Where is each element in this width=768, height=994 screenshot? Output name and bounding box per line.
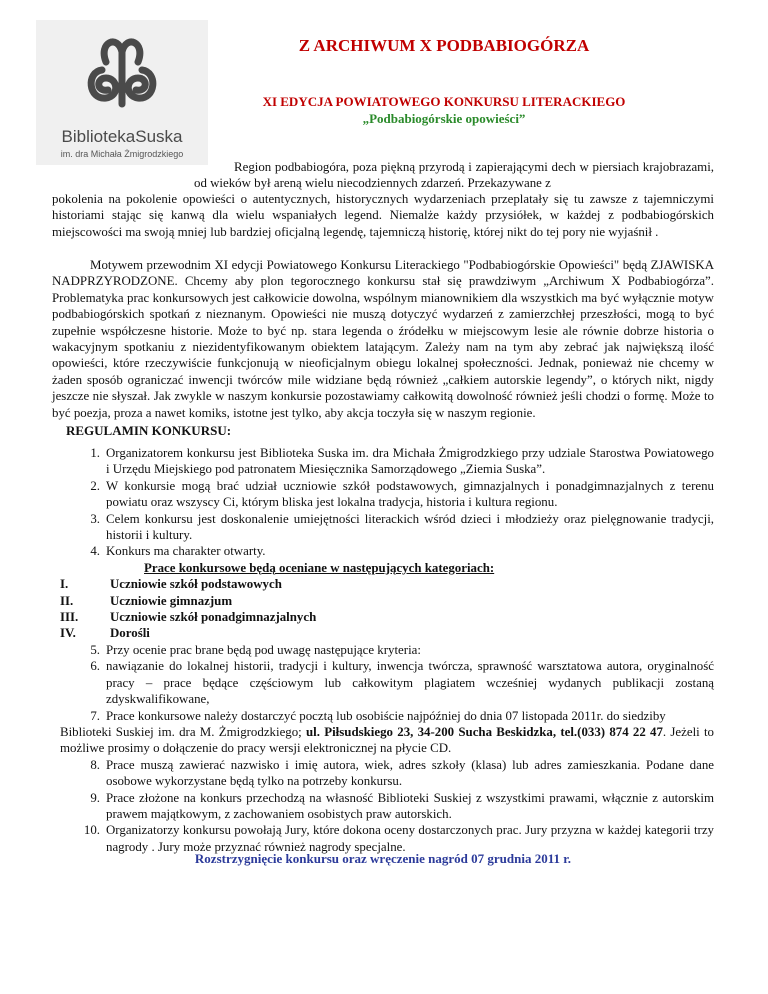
category-text: Uczniowie szkół ponadgimnazjalnych (110, 610, 317, 625)
item-number: 5. (90, 642, 100, 657)
category-number: IV. (60, 626, 76, 641)
item-number: 8. (90, 757, 100, 772)
category-text: Dorośli (110, 626, 150, 641)
category-number: II. (60, 593, 74, 608)
contest-name: „Podbabiogórskie opowieści” (362, 111, 526, 126)
list-item (52, 642, 714, 658)
category-item (52, 625, 714, 641)
award-ceremony-note: Rozstrzygnięcie konkursu oraz wręczenie nagród 07 grudnia 2011 r. (194, 851, 572, 866)
item-number: 1. (90, 446, 100, 460)
list-item (52, 658, 714, 707)
list-item (52, 543, 714, 559)
address-paragraph (52, 724, 714, 757)
item-text: Prace muszą zawierać nazwisko i imię autora, wiek, adres szkoły (klasa) lub adres zamieszkania. Podane dane osobowe wykorzystane będą tylko na potrzeby konkursu. (106, 757, 714, 789)
item-text: Prace złożone na konkurs przechodzą na własność Biblioteki Suskiej z wszystkimi prawami, włącznie z autorskim prawem majątkowym, z zachowaniem osobistych praw autorskich. (106, 790, 714, 821)
theme-paragraph: Motywem przewodnim XI edycji Powiatowego Konkursu Literackiego "Podbabiogórskie Opowieści" będą ZJAWISKA NADPRZYRODZONE. Chcemy aby plon tegorocznego konkursu stał się prawdziwym „Archiwum X Podbabiogórza”. Problematyka prac konkursowych jest całkowicie dowolna, wspólnym mianownikiem dla wszystkich ma być wyłącznie motyw podbabiogórskich spotkań z nieznanym. Opowieści nie muszą dotyczyć wydarzeń z zamierzchłej przeszłości, mogą to być zupełnie współczesne historie. Może to być np. stara legenda o źródełku w miejscowym lesie ale równie dobrze historia o wakacyjnym spotkaniu z niezidentyfikowanym obiektem latającym. Zależy nam na tym aby zebrać jak największą ilość opowieści, które rzeczywiście funkcjonują w nieoficjalnym obiegu lokalnej społeczności. Jednak, ponieważ nie chcemy w żaden sposób ograniczać inwencji twórców mile widziane będą również „całkiem autorskie legendy”, o których nikt, nigdy jeszcze nie słyszał. Jak zwykle w naszym konkursie pozostawiamy całkowitą dowolność również jeśli chodzi o formę. Może to być poezja, proza a nawet komiks, istotne jest tylko, aby akcja toczyła się w naszym regionie. (52, 258, 714, 420)
category-item (52, 593, 714, 609)
address-plain: Biblioteki Suskiej im. dra M. Żmigrodzkiego; (60, 724, 307, 739)
category-number: III. (60, 610, 79, 625)
item-number: 3. (90, 511, 100, 526)
regulations-list (52, 445, 714, 855)
library-logo-mark-icon (36, 20, 208, 125)
regulations-heading: REGULAMIN KONKURSU: (66, 423, 232, 438)
item-text: nawiązanie do lokalnej historii, tradycji i kultury, inwencja twórcza, sprawność warsztatowa autora, oryginalność pracy – prace będące częściowym lub całkowitym plagiatem wcześniej wydanych publikacji zostaną zdyskwalifikowane, (106, 659, 714, 707)
intro-paragraph-rest: pokolenia na pokolenie opowieści o autentycznych, historycznych wydarzeniach przeplatały się tu zawsze z tajemniczymi historiami stając się kanwą dla wielu wspaniałych legend. Niemalże każdy przysiółek, w każdej z podbabiogórskich miejscowości ma swoją mniej lub bardziej oficjalną legendę, tajemniczą historię, której nikt do tej pory nie wyjaśnił . (52, 192, 714, 239)
item-text: W konkursie mogą brać udział uczniowie szkół podstawowych, gimnazjalnych i ponadgimnazjalnych z terenu powiatu oraz wszyscy Ci, którym bliska jest lokalna tradycja, historia i kultura regionu. (106, 478, 714, 510)
edition-title: XI EDYCJA POWIATOWEGO KONKURSU LITERACKIEGO (262, 94, 626, 109)
item-text: Celem konkursu jest doskonalenie umiejętności literackich wśród dzieci i młodzieży oraz pielęgnowanie tradycji, historii i kultury. (106, 511, 714, 543)
category-item (52, 609, 714, 625)
item-text: Konkurs ma charakter otwarty. (106, 544, 266, 559)
list-item (52, 478, 714, 511)
list-item (52, 511, 714, 544)
category-text: Uczniowie szkół podstawowych (110, 577, 282, 592)
item-number: 9. (90, 790, 100, 805)
category-text: Uczniowie gimnazjum (110, 593, 233, 608)
list-item (52, 790, 714, 823)
item-text: Przy ocenie prac brane będą pod uwagę następujące kryteria: (106, 642, 421, 657)
item-text: Organizatorzy konkursu powołają Jury, które dokona oceny dostarczonych prac. Jury przyzna w każdej kategorii trzy nagrody . Jury może przyznać również nagrody specjalne. (106, 823, 714, 854)
category-item (52, 576, 714, 592)
item-number: 7. (90, 708, 100, 723)
item-number: 10. (83, 823, 100, 838)
library-patron: im. dra Michała Żmigrodzkiego (60, 149, 184, 159)
category-number: I. (60, 577, 69, 592)
list-item (52, 708, 714, 724)
library-name: BibliotekaSuska (61, 127, 183, 146)
list-item (52, 757, 714, 790)
address-rest: . Jeżeli to możliwe prosimy o dołączenie do pracy wersji elektronicznej na płycie CD. (60, 724, 714, 756)
list-item (52, 445, 714, 478)
item-number: 2. (90, 478, 100, 493)
categories-heading: Prace konkursowe będą oceniane w następujących kategoriach: (144, 560, 495, 575)
item-text: Organizatorem konkursu jest Biblioteka Suska im. dra Michała Żmigrodzkiego przy udziale Starostwa Powiatowego i Urzędu Miejskiego pod patronatem Miesięcznika Samorządowego „Ziemia Suska”. (106, 446, 714, 477)
item-number: 4. (90, 544, 100, 559)
library-logo (36, 20, 208, 165)
address-bold: ul. Piłsudskiego 23, 34-200 Sucha Beskidzka, tel.(033) 874 22 47 (306, 724, 663, 739)
item-number: 6. (90, 659, 100, 674)
page-title: Z ARCHIWUM X PODBABIOGÓRZA (298, 36, 590, 55)
item-text: Prace konkursowe należy dostarczyć pocztą lub osobiście najpóźniej do dnia 07 listopada 2011r. do siedziby (106, 708, 666, 723)
intro-paragraph-start: Region podbabiogóra, poza piękną przyrodą i zapierającymi dech w piersiach krajobrazami, od wieków był areną wielu niecodziennych zdarzeń. Przekazywane z (194, 160, 714, 191)
